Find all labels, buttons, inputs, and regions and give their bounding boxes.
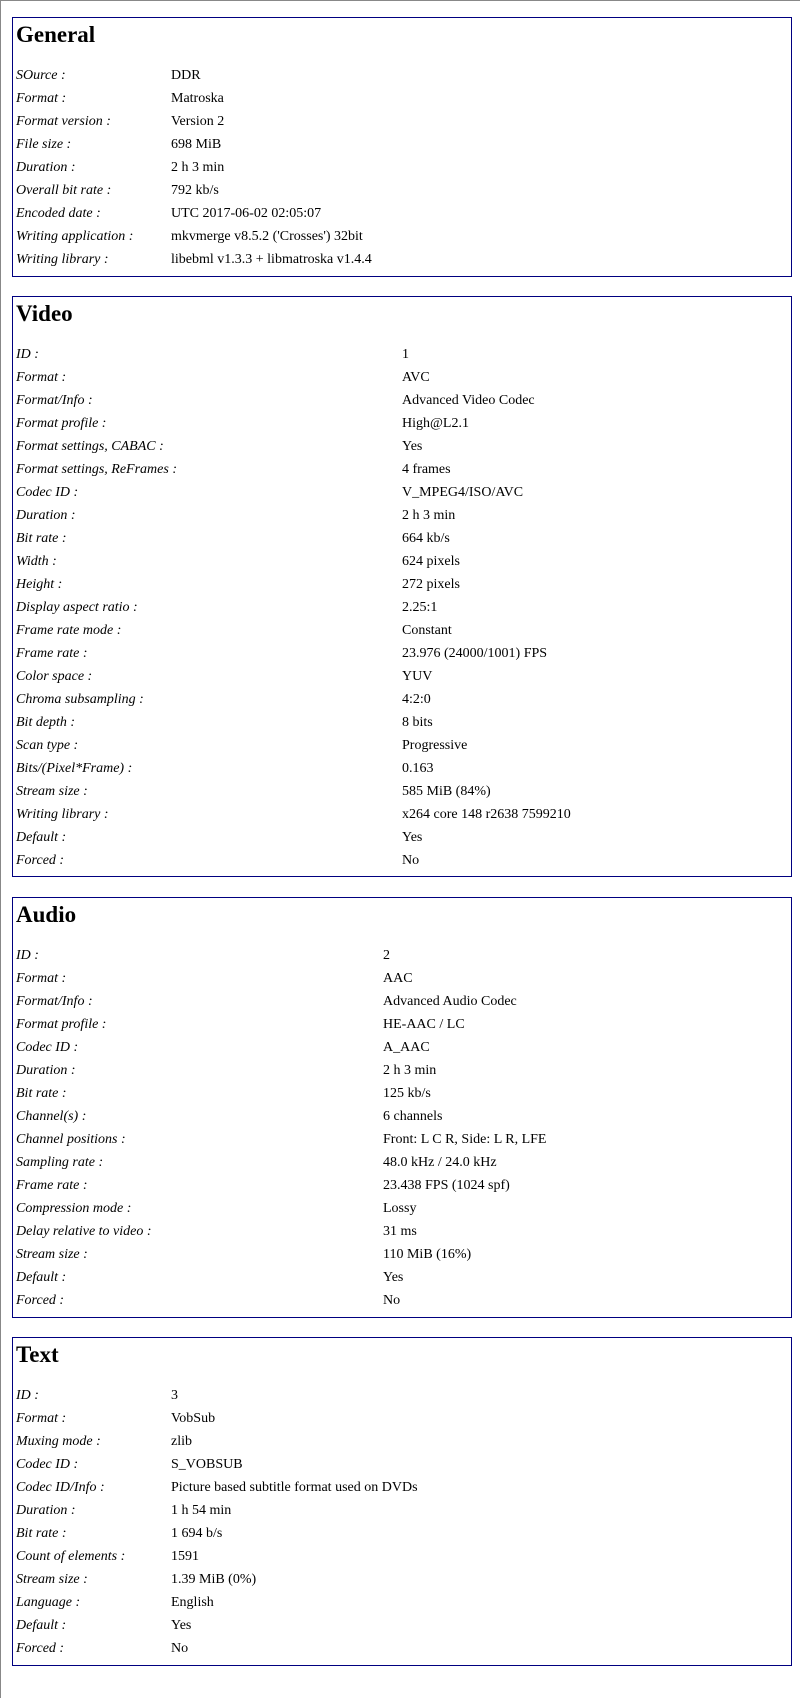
field-value: DDR bbox=[171, 68, 201, 83]
info-table bbox=[16, 944, 546, 1312]
field-label: Duration : bbox=[16, 1503, 76, 1518]
table-row bbox=[16, 156, 372, 179]
table-row bbox=[16, 202, 372, 225]
field-value: Yes bbox=[171, 1618, 192, 1633]
table-row bbox=[16, 343, 571, 366]
field-label: Format : bbox=[16, 91, 67, 106]
field-value: No bbox=[402, 853, 420, 868]
field-label: Stream size : bbox=[16, 1247, 88, 1262]
field-value: No bbox=[171, 1641, 189, 1656]
table-row bbox=[16, 248, 372, 271]
table-row bbox=[16, 366, 571, 389]
field-label: Bit depth : bbox=[16, 715, 76, 730]
table-row bbox=[16, 1614, 418, 1637]
section-text bbox=[12, 1337, 792, 1666]
field-label: Width : bbox=[16, 554, 57, 569]
field-value: 1 bbox=[402, 347, 409, 362]
field-value: Picture based subtitle format used on DVDs bbox=[171, 1480, 418, 1495]
table-row bbox=[16, 504, 571, 527]
field-label: ID : bbox=[16, 948, 39, 963]
field-label: Scan type : bbox=[16, 738, 79, 753]
field-value: 125 kb/s bbox=[383, 1086, 431, 1101]
field-value: 1591 bbox=[171, 1549, 199, 1564]
field-label: Overall bit rate : bbox=[16, 183, 112, 198]
field-label: Muxing mode : bbox=[16, 1434, 101, 1449]
table-row bbox=[16, 944, 546, 967]
table-row bbox=[16, 780, 571, 803]
table-row bbox=[16, 757, 571, 780]
field-value: 272 pixels bbox=[402, 577, 460, 592]
field-label: Format profile : bbox=[16, 416, 107, 431]
field-label: Writing application : bbox=[16, 229, 134, 244]
field-value: 3 bbox=[171, 1388, 178, 1403]
field-value: A_AAC bbox=[383, 1040, 430, 1055]
table-row bbox=[16, 990, 546, 1013]
field-label: Delay relative to video : bbox=[16, 1224, 152, 1239]
info-table bbox=[16, 343, 571, 872]
field-value: Constant bbox=[402, 623, 452, 638]
field-label: Color space : bbox=[16, 669, 93, 684]
field-label: Stream size : bbox=[16, 784, 88, 799]
table-row bbox=[16, 849, 571, 872]
table-row bbox=[16, 481, 571, 504]
field-label: Format/Info : bbox=[16, 994, 93, 1009]
field-value: Front: L C R, Side: L R, LFE bbox=[383, 1132, 547, 1147]
field-value: English bbox=[171, 1595, 214, 1610]
field-label: Sampling rate : bbox=[16, 1155, 104, 1170]
table-row bbox=[16, 1243, 546, 1266]
field-value: Lossy bbox=[383, 1201, 417, 1216]
table-row bbox=[16, 1013, 546, 1036]
field-label: Format/Info : bbox=[16, 393, 93, 408]
field-value: Yes bbox=[402, 439, 423, 454]
field-value: S_VOBSUB bbox=[171, 1457, 243, 1472]
field-value: 585 MiB (84%) bbox=[402, 784, 491, 799]
table-row bbox=[16, 619, 571, 642]
table-row bbox=[16, 1453, 418, 1476]
table-row bbox=[16, 1197, 546, 1220]
table-row bbox=[16, 573, 571, 596]
field-label: Duration : bbox=[16, 508, 76, 523]
table-row bbox=[16, 642, 571, 665]
field-value: V_MPEG4/ISO/AVC bbox=[402, 485, 524, 500]
field-label: Forced : bbox=[16, 853, 65, 868]
field-value: zlib bbox=[171, 1434, 192, 1449]
table-row bbox=[16, 1522, 418, 1545]
field-label: Frame rate : bbox=[16, 646, 88, 661]
table-row bbox=[16, 1128, 546, 1151]
section-title: Audio bbox=[16, 902, 77, 927]
field-label: Format profile : bbox=[16, 1017, 107, 1032]
page-top-border bbox=[0, 0, 800, 1]
section-title: Text bbox=[16, 1342, 59, 1367]
field-label: Writing library : bbox=[16, 807, 109, 822]
field-value: HE-AAC / LC bbox=[383, 1017, 465, 1032]
table-row bbox=[16, 1568, 418, 1591]
table-row bbox=[16, 711, 571, 734]
field-value: YUV bbox=[402, 669, 433, 684]
field-value: Yes bbox=[402, 830, 423, 845]
field-label: Chroma subsampling : bbox=[16, 692, 144, 707]
table-row bbox=[16, 734, 571, 757]
table-row bbox=[16, 826, 571, 849]
table-row bbox=[16, 1499, 418, 1522]
table-row bbox=[16, 412, 571, 435]
table-row bbox=[16, 179, 372, 202]
table-row bbox=[16, 1220, 546, 1243]
field-value: 1 694 b/s bbox=[171, 1526, 223, 1541]
field-value: No bbox=[383, 1293, 401, 1308]
field-label: Default : bbox=[16, 830, 67, 845]
section-audio bbox=[12, 897, 792, 1318]
field-value: 792 kb/s bbox=[171, 183, 219, 198]
field-value: libebml v1.3.3 + libmatroska v1.4.4 bbox=[171, 252, 372, 267]
field-value: 664 kb/s bbox=[402, 531, 450, 546]
field-label: Forced : bbox=[16, 1641, 65, 1656]
table-row bbox=[16, 110, 372, 133]
field-label: Default : bbox=[16, 1270, 67, 1285]
field-label: Codec ID : bbox=[16, 1457, 79, 1472]
field-label: Compression mode : bbox=[16, 1201, 132, 1216]
table-row bbox=[16, 1059, 546, 1082]
info-table bbox=[16, 1384, 418, 1660]
table-row bbox=[16, 967, 546, 990]
field-value: 2 h 3 min bbox=[402, 508, 456, 523]
field-label: Stream size : bbox=[16, 1572, 88, 1587]
table-row bbox=[16, 87, 372, 110]
field-label: Bit rate : bbox=[16, 1526, 67, 1541]
table-row bbox=[16, 1384, 418, 1407]
field-value: High@L2.1 bbox=[402, 416, 469, 431]
field-value: 8 bits bbox=[402, 715, 433, 730]
field-value: Yes bbox=[383, 1270, 404, 1285]
field-value: 1 h 54 min bbox=[171, 1503, 232, 1518]
field-value: 4:2:0 bbox=[402, 692, 431, 707]
table-row bbox=[16, 1082, 546, 1105]
table-row bbox=[16, 64, 372, 87]
table-row bbox=[16, 1637, 418, 1660]
field-value: 624 pixels bbox=[402, 554, 460, 569]
table-row bbox=[16, 225, 372, 248]
field-value: 2 h 3 min bbox=[383, 1063, 437, 1078]
field-label: Encoded date : bbox=[16, 206, 101, 221]
table-row bbox=[16, 435, 571, 458]
table-row bbox=[16, 1545, 418, 1568]
field-value: Advanced Video Codec bbox=[402, 393, 535, 408]
table-row bbox=[16, 1266, 546, 1289]
table-row bbox=[16, 1289, 546, 1312]
section-title: Video bbox=[16, 301, 73, 326]
table-row bbox=[16, 1036, 546, 1059]
field-value: mkvmerge v8.5.2 ('Crosses') 32bit bbox=[171, 229, 363, 244]
table-row bbox=[16, 1151, 546, 1174]
field-label: Bit rate : bbox=[16, 1086, 67, 1101]
table-row bbox=[16, 527, 571, 550]
table-row bbox=[16, 133, 372, 156]
table-row bbox=[16, 1591, 418, 1614]
field-label: Channel(s) : bbox=[16, 1109, 87, 1124]
field-value: Matroska bbox=[171, 91, 224, 106]
section-general bbox=[12, 17, 792, 277]
field-value: 2.25:1 bbox=[402, 600, 438, 615]
field-value: AAC bbox=[383, 971, 413, 986]
field-label: Format : bbox=[16, 1411, 67, 1426]
field-label: Format settings, CABAC : bbox=[16, 439, 164, 454]
field-label: Count of elements : bbox=[16, 1549, 126, 1564]
field-value: 1.39 MiB (0%) bbox=[171, 1572, 257, 1587]
field-value: 31 ms bbox=[383, 1224, 417, 1239]
field-value: UTC 2017-06-02 02:05:07 bbox=[171, 206, 322, 221]
field-label: Format settings, ReFrames : bbox=[16, 462, 177, 477]
field-label: Forced : bbox=[16, 1293, 65, 1308]
table-row bbox=[16, 665, 571, 688]
field-label: Format : bbox=[16, 971, 67, 986]
field-label: Duration : bbox=[16, 1063, 76, 1078]
field-value: 23.438 FPS (1024 spf) bbox=[383, 1178, 510, 1193]
table-row bbox=[16, 1105, 546, 1128]
field-label: Bits/(Pixel*Frame) : bbox=[16, 761, 133, 776]
field-value: 6 channels bbox=[383, 1109, 443, 1124]
info-table bbox=[16, 64, 372, 271]
field-value: AVC bbox=[402, 370, 430, 385]
table-row bbox=[16, 1430, 418, 1453]
field-label: File size : bbox=[16, 137, 72, 152]
field-label: Format : bbox=[16, 370, 67, 385]
field-label: Format version : bbox=[16, 114, 111, 129]
section-video bbox=[12, 296, 792, 877]
field-label: Codec ID : bbox=[16, 1040, 79, 1055]
field-label: SOurce : bbox=[16, 68, 66, 83]
field-value: Version 2 bbox=[171, 114, 225, 129]
field-label: Frame rate mode : bbox=[16, 623, 122, 638]
field-value: 2 bbox=[383, 948, 390, 963]
field-value: x264 core 148 r2638 7599210 bbox=[402, 807, 571, 822]
field-value: 110 MiB (16%) bbox=[383, 1247, 472, 1262]
field-label: ID : bbox=[16, 347, 39, 362]
table-row bbox=[16, 803, 571, 826]
field-value: 4 frames bbox=[402, 462, 451, 477]
table-row bbox=[16, 1174, 546, 1197]
table-row bbox=[16, 596, 571, 619]
field-label: Channel positions : bbox=[16, 1132, 126, 1147]
page-left-border bbox=[0, 0, 1, 1698]
field-label: Height : bbox=[16, 577, 63, 592]
table-row bbox=[16, 1407, 418, 1430]
table-row bbox=[16, 1476, 418, 1499]
field-label: Codec ID/Info : bbox=[16, 1480, 105, 1495]
table-row bbox=[16, 389, 571, 412]
section-title: General bbox=[16, 22, 96, 47]
field-label: Frame rate : bbox=[16, 1178, 88, 1193]
field-value: 698 MiB bbox=[171, 137, 222, 152]
table-row bbox=[16, 550, 571, 573]
field-value: 0.163 bbox=[402, 761, 434, 776]
field-label: Writing library : bbox=[16, 252, 109, 267]
table-row bbox=[16, 688, 571, 711]
field-value: VobSub bbox=[171, 1411, 216, 1426]
field-label: Codec ID : bbox=[16, 485, 79, 500]
field-label: Duration : bbox=[16, 160, 76, 175]
field-label: Default : bbox=[16, 1618, 67, 1633]
field-label: Display aspect ratio : bbox=[16, 600, 138, 615]
field-value: 2 h 3 min bbox=[171, 160, 225, 175]
field-label: ID : bbox=[16, 1388, 39, 1403]
field-value: Advanced Audio Codec bbox=[383, 994, 517, 1009]
field-label: Bit rate : bbox=[16, 531, 67, 546]
field-value: Progressive bbox=[402, 738, 468, 753]
field-label: Language : bbox=[16, 1595, 81, 1610]
field-value: 23.976 (24000/1001) FPS bbox=[402, 646, 548, 661]
table-row bbox=[16, 458, 571, 481]
field-value: 48.0 kHz / 24.0 kHz bbox=[383, 1155, 497, 1170]
